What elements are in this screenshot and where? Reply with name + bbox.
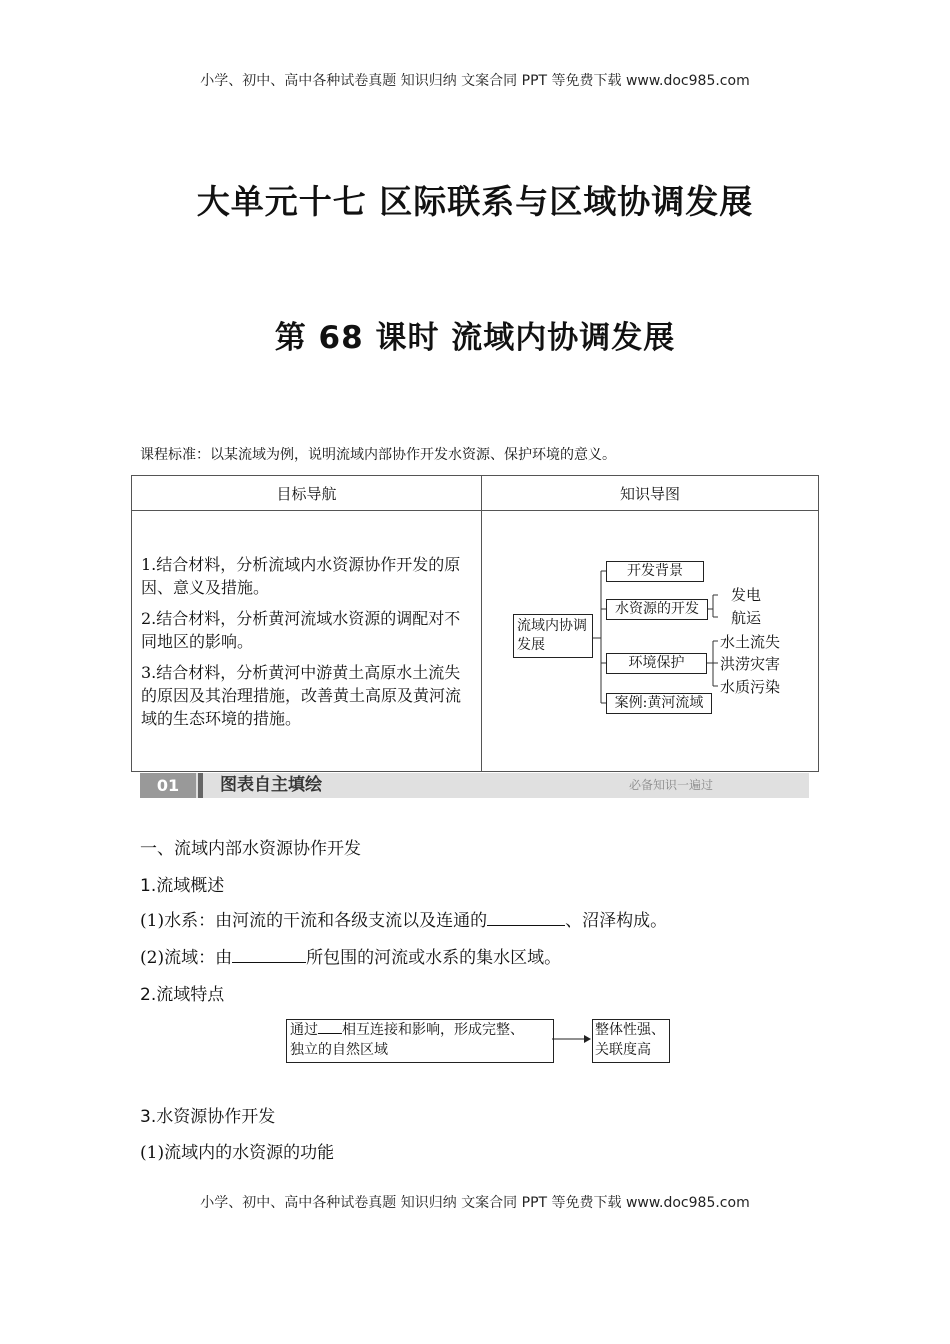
subsection-title: 1.流域概述 [140,876,225,896]
flow-text: 通过 [290,1022,318,1038]
goal-item: 1.结合材料，分析流域内水资源协作开发的原因、意义及措施。 [141,554,461,597]
goal-item: 3.结合材料，分析黄河中游黄土高原水土流失的原因及其治理措施，改善黄土高原及黄河流域的生态环境的措施。 [141,662,462,728]
goal-item: 2.结合材料，分析黄河流域水资源的调配对不同地区的影响。 [141,608,461,651]
mindmap-branch-water: 水资源的开发 [606,599,708,620]
flow-left-box [286,1019,554,1063]
fill-text: 、沼泽构成。 [565,911,668,931]
goals-table [131,475,819,772]
mindmap-branch-environment: 环境保护 [606,653,707,674]
fill-text: (2)流域：由 [140,948,233,968]
mindmap-leaf: 水土流失 [720,633,781,651]
fill-text: (1)水系：由河流的干流和各级支流以及连通的 [140,911,488,931]
mindmap-branch-background: 开发背景 [606,561,704,582]
mindmap-header: 知识导图 [482,476,819,511]
goals-header: 目标导航 [132,476,482,511]
flow-right-box [592,1019,670,1063]
section-banner [140,773,809,798]
banner-title: 图表自主填绘 [220,775,322,795]
flow-text: 相互连接和影响，形成完整、 [342,1022,524,1038]
banner-divider [198,773,203,798]
unit-title: 大单元十七 区际联系与区域协调发展 [196,182,754,221]
course-standard: 课程标准：以某流域为例，说明流域内部协作开发水资源、保护环境的意义。 [140,447,616,463]
answer-blank[interactable] [232,948,306,963]
banner-number: 01 [140,773,196,798]
mindmap-root: 流域内协调发展 [513,614,593,658]
page-header: 小学、初中、高中各种试卷真题 知识归纳 文案合同 PPT 等免费下载 www.doc985.com [200,73,750,89]
subsection-title: 2.流域特点 [140,985,225,1005]
mindmap-leaf: 发电 [731,586,762,604]
mindmap-cell [482,511,819,772]
fill-in-line [140,943,561,968]
section-heading: 一、流域内部水资源协作开发 [140,839,361,859]
lesson-title: 第 68 课时 流域内协调发展 [274,320,676,356]
subsection-title: 3.水资源协作开发 [140,1107,276,1127]
answer-blank[interactable] [318,1021,342,1034]
goals-cell [132,511,482,772]
page-footer: 小学、初中、高中各种试卷真题 知识归纳 文案合同 PPT 等免费下载 www.doc985.com [200,1195,750,1211]
banner-subtitle: 必备知识一遍过 [628,778,713,792]
mindmap-leaf: 洪涝灾害 [720,655,781,673]
flow-arrow-icon [552,1032,592,1046]
flow-text: 关联度高 [595,1042,651,1058]
flow-text: 独立的自然区域 [290,1042,388,1058]
flow-text: 整体性强、 [595,1022,665,1038]
sub-item: (1)流域内的水资源的功能 [140,1143,335,1163]
fill-text: 所包围的河流或水系的集水区域。 [306,948,562,968]
mindmap-leaf: 水质污染 [720,678,781,696]
mindmap-branch-case: 案例:黄河流域 [606,693,712,714]
mindmap-leaf: 航运 [731,609,762,627]
answer-blank[interactable] [487,911,565,926]
fill-in-line [140,906,667,931]
